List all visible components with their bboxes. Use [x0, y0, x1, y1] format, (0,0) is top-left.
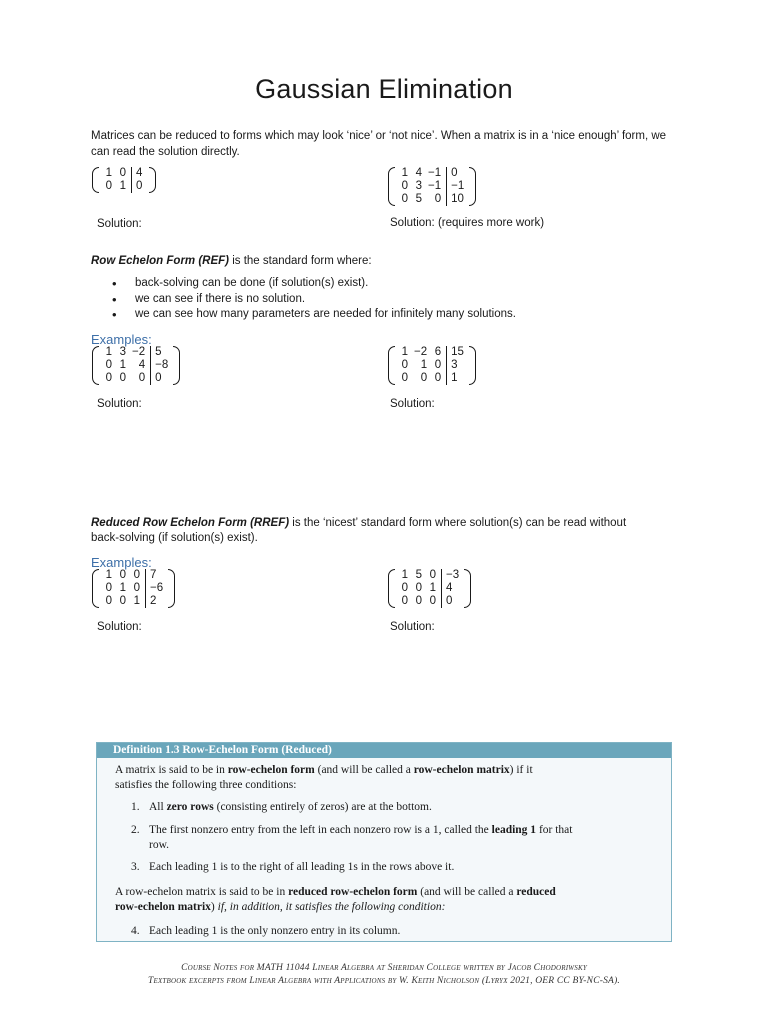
augmented-column: [449, 167, 467, 206]
matrix-entry: 0: [401, 595, 408, 607]
matrix-entry: 0: [105, 372, 112, 384]
matrix-entry: 0: [415, 595, 422, 607]
left-paren: [388, 167, 395, 206]
intro-paragraph: Matrices can be reduced to forms which may look ‘nice’ or ‘not nice’. When a matrix is in a ‘nice enough’ form, we can read the solution directly.: [91, 130, 667, 158]
matrix-entry: 1: [401, 569, 408, 581]
solution-label: Solution:: [390, 621, 435, 633]
matrix-column: [115, 346, 129, 385]
augment-bar: [150, 346, 151, 385]
condition-number: 1.: [131, 801, 140, 813]
matrix-column: [430, 346, 444, 385]
augment-bar: [446, 346, 447, 385]
ref-bullet-list: [108, 276, 516, 323]
matrix-entry: 0: [415, 582, 422, 594]
matrix-column: [129, 569, 143, 608]
ref-intro: [91, 255, 372, 267]
condition-3: Each leading 1 is to the right of all leading 1s in the rows above it.: [149, 861, 455, 873]
matrix-entry: −1: [428, 167, 442, 179]
matrix-entry: 0: [420, 372, 428, 384]
matrix-entry: 0: [119, 167, 126, 179]
rref-text-line2: back-solving (if solution(s) exist).: [91, 532, 258, 544]
condition-number: 2.: [131, 824, 140, 836]
matrix-entry: 3: [451, 359, 458, 371]
matrix-column: [425, 167, 444, 206]
matrix-entry: 1: [401, 346, 408, 358]
matrix-entry: 1: [105, 569, 112, 581]
right-paren: [464, 569, 471, 608]
matrix-entry: 4: [415, 167, 422, 179]
matrix-entry: 0: [133, 582, 140, 594]
matrix-entry: 0: [105, 595, 112, 607]
condition-number: 4.: [131, 925, 140, 937]
rref-intro: [91, 516, 691, 546]
matrix-rref-example: [92, 569, 175, 608]
matrix-column: [115, 569, 129, 608]
matrix-entry: 1: [420, 359, 428, 371]
left-paren: [388, 346, 395, 385]
augment-bar: [441, 569, 442, 608]
solution-label: Solution:: [390, 398, 435, 410]
matrix-entry: 2: [150, 595, 157, 607]
augment-bar: [131, 167, 132, 193]
augment-bar: [446, 167, 447, 206]
matrix-entries: [395, 167, 469, 206]
definition-paragraph-2: A row-echelon matrix is said to be in reduced row-echelon form (and will be called a reduced: [115, 886, 556, 898]
solution-label: Solution:: [97, 621, 142, 633]
matrix-entry: 0: [119, 595, 126, 607]
matrix-entry: 0: [105, 359, 112, 371]
matrix-rref-example: [388, 569, 471, 608]
right-paren: [149, 167, 156, 193]
matrix-entry: 6: [434, 346, 442, 358]
augmented-column: [449, 346, 467, 385]
matrix-entry: 4: [138, 359, 146, 371]
definition-paragraph-1-line2: satisfies the following three conditions:: [115, 779, 297, 791]
matrix-entry: 0: [105, 180, 112, 192]
matrix-column: [101, 346, 115, 385]
matrix-entry: 0: [401, 180, 408, 192]
footer-line-1: Course Notes for MATH 11044 Linear Algebra at Sheridan College written by Jacob Chodoriwsky: [181, 963, 587, 973]
matrix-entry: −1: [451, 180, 465, 192]
matrix-entry: 5: [415, 193, 422, 205]
matrix-entry: 0: [155, 372, 162, 384]
matrix-column: [101, 167, 115, 193]
matrix-entry: −3: [446, 569, 460, 581]
matrix-column: [397, 569, 411, 608]
matrix-entry: 1: [133, 595, 140, 607]
matrix-entry: −2: [414, 346, 428, 358]
matrix-entry: 0: [434, 193, 442, 205]
matrix-entry: 0: [133, 569, 140, 581]
left-paren: [388, 569, 395, 608]
matrix-entry: 0: [434, 359, 442, 371]
definition-paragraph-1: A matrix is said to be in row-echelon form (and will be called a row-echelon matrix) if it: [115, 764, 533, 776]
solution-label: Solution: (requires more work): [390, 217, 545, 229]
matrix-entry: 1: [119, 359, 126, 371]
augmented-column: [134, 167, 147, 193]
matrix-entry: 0: [401, 193, 408, 205]
matrix-entry: 0: [429, 595, 436, 607]
matrix-entry: 0: [119, 372, 126, 384]
augmented-column: [148, 569, 166, 608]
augmented-column: [444, 569, 462, 608]
matrix-entry: 0: [401, 372, 408, 384]
matrix-column: [397, 346, 411, 385]
right-paren: [173, 346, 180, 385]
condition-4: Each leading 1 is the only nonzero entry in its column.: [149, 925, 401, 937]
matrix-entry: −6: [150, 582, 164, 594]
definition-box: [96, 742, 672, 942]
matrix-entry: 1: [451, 372, 458, 384]
matrix-entry: 0: [401, 359, 408, 371]
matrix-entry: −1: [428, 180, 442, 192]
right-paren: [469, 346, 476, 385]
matrix-entry: 0: [105, 582, 112, 594]
matrix-entry: 0: [401, 582, 408, 594]
matrix-entry: 1: [105, 167, 112, 179]
ref-text: is the standard form where:: [229, 255, 372, 267]
matrix-column: [411, 167, 425, 206]
matrix-nice: [92, 167, 156, 193]
condition-number: 3.: [131, 861, 140, 873]
matrix-entry: 15: [451, 346, 464, 358]
rref-examples-heading: Examples:: [91, 555, 152, 570]
condition-1: All zero rows (consisting entirely of zeros) are at the bottom.: [149, 801, 432, 813]
matrix-not-nice: [388, 167, 476, 206]
matrix-entry: −2: [132, 346, 146, 358]
matrix-entry: 1: [105, 346, 112, 358]
matrix-column: [101, 569, 115, 608]
matrix-column: [115, 167, 129, 193]
list-item: • back-solving can be done (if solution(s) exist).: [108, 276, 516, 292]
matrix-entry: 4: [446, 582, 453, 594]
matrix-ref-example: [388, 346, 476, 385]
matrix-entries: [395, 346, 469, 385]
matrix-entry: 1: [401, 167, 408, 179]
matrix-entry: 1: [119, 180, 126, 192]
matrix-column: [411, 346, 430, 385]
matrix-entry: −8: [155, 359, 169, 371]
matrix-entries: [99, 346, 173, 385]
left-paren: [92, 346, 99, 385]
matrix-entries: [99, 569, 168, 608]
matrix-entry: 0: [136, 180, 143, 192]
solution-label: Solution:: [97, 398, 142, 410]
matrix-entry: 0: [446, 595, 453, 607]
rref-term: Reduced Row Echelon Form (RREF): [91, 517, 290, 529]
footer-line-2: Textbook excerpts from Linear Algebra with Applications by W. Keith Nicholson (Lyryx 2021, OER CC BY-NC-SA).: [147, 976, 621, 986]
condition-2-line2: row.: [149, 839, 170, 851]
augment-bar: [145, 569, 146, 608]
matrix-entry: 3: [119, 346, 126, 358]
definition-heading: Definition 1.3 Row-Echelon Form (Reduced): [97, 743, 671, 758]
matrix-ref-example: [92, 346, 180, 385]
list-item: • we can see if there is no solution.: [108, 292, 516, 308]
definition-paragraph-2-line2: row-echelon matrix) if, in addition, it satisfies the following condition:: [115, 901, 446, 913]
matrix-entries: [99, 167, 149, 193]
page-title: Gaussian Elimination: [255, 74, 513, 104]
ref-term: Row Echelon Form (REF): [91, 255, 229, 267]
matrix-entry: 1: [429, 582, 436, 594]
matrix-column: [411, 569, 425, 608]
right-paren: [469, 167, 476, 206]
matrix-column: [397, 167, 411, 206]
left-paren: [92, 167, 99, 193]
matrix-entry: 0: [119, 569, 126, 581]
matrix-entry: 7: [150, 569, 157, 581]
matrix-entry: 5: [415, 569, 422, 581]
matrix-entry: 3: [415, 180, 422, 192]
matrix-entry: 0: [434, 372, 442, 384]
ref-examples-heading: Examples:: [91, 332, 152, 347]
matrix-entry: 1: [119, 582, 126, 594]
augmented-column: [153, 346, 171, 385]
matrix-entry: 4: [136, 167, 143, 179]
solution-label: Solution:: [97, 218, 142, 230]
matrix-entry: 0: [429, 569, 436, 581]
matrix-column: [425, 569, 439, 608]
right-paren: [168, 569, 175, 608]
matrix-entries: [395, 569, 464, 608]
matrix-entry: 0: [451, 167, 458, 179]
condition-2: The first nonzero entry from the left in each nonzero row is a 1, called the leading 1 for that: [149, 824, 573, 836]
list-item: • we can see how many parameters are needed for infinitely many solutions.: [108, 307, 516, 323]
matrix-entry: 0: [138, 372, 146, 384]
left-paren: [92, 569, 99, 608]
matrix-entry: 10: [451, 193, 464, 205]
matrix-entry: 5: [155, 346, 162, 358]
rref-text-line1: is the ‘nicest’ standard form where solution(s) can be read without: [289, 517, 627, 529]
matrix-column: [129, 346, 148, 385]
